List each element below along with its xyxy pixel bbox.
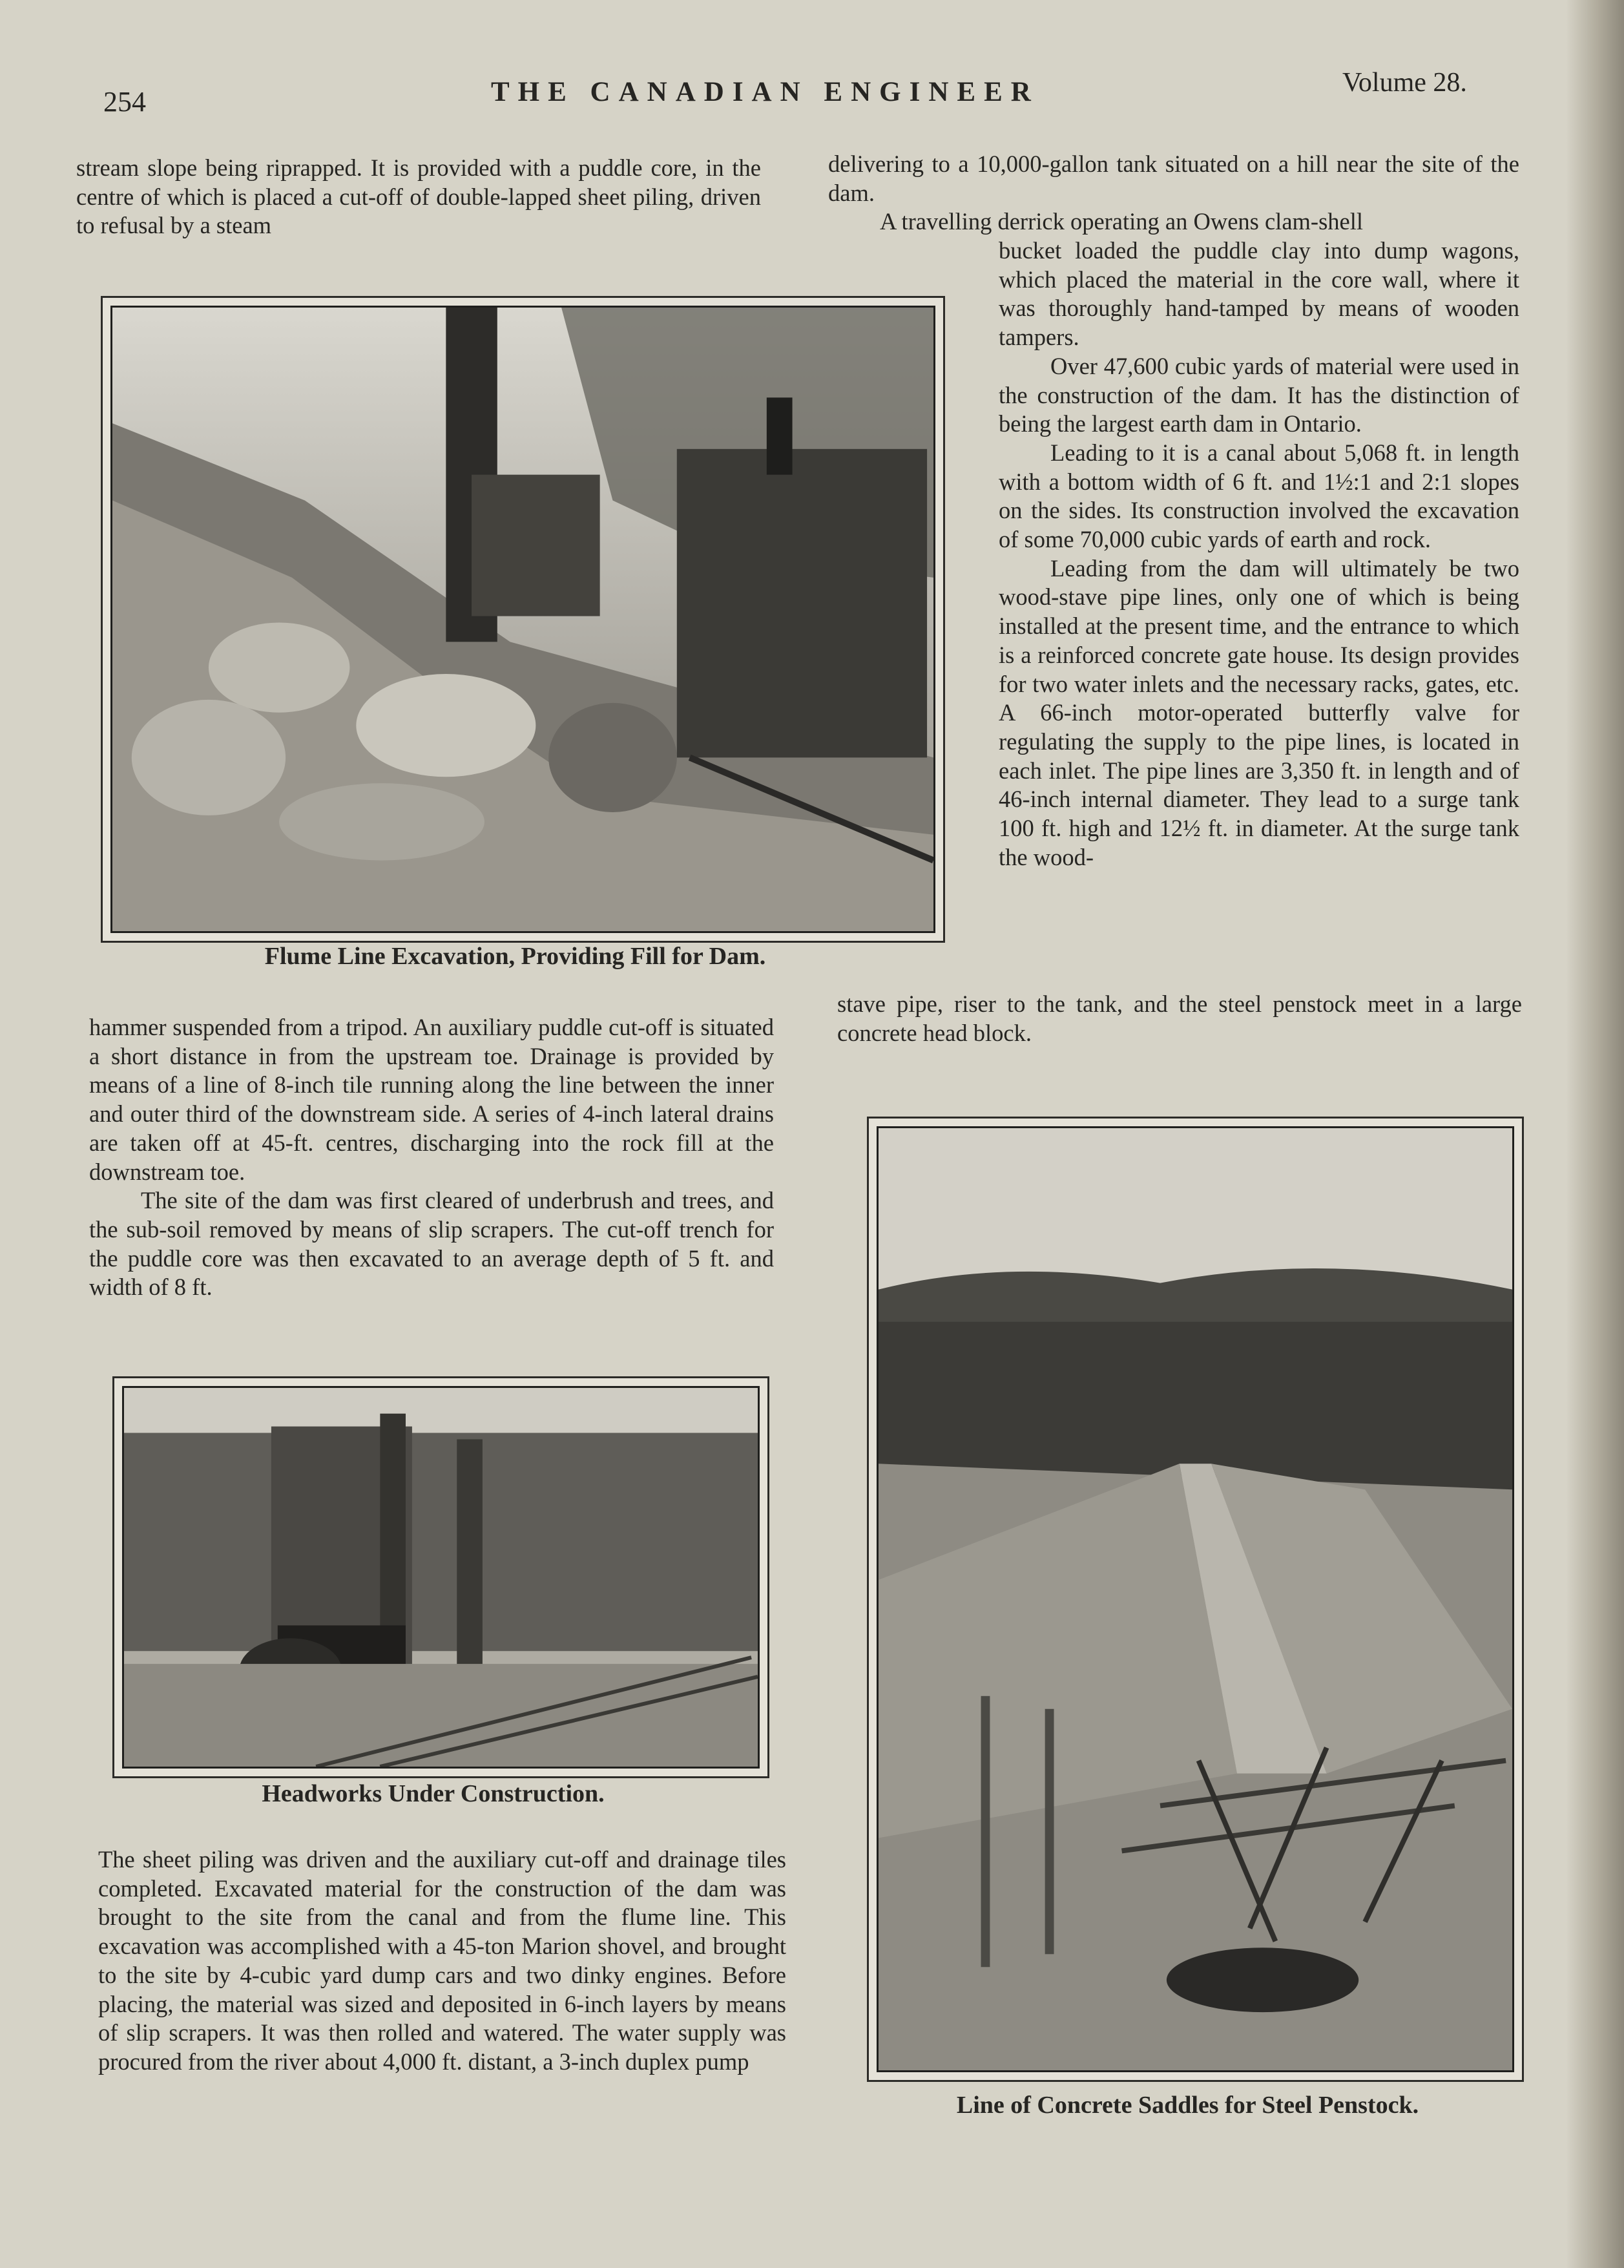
left-column-middle-text (89, 1013, 774, 1302)
paragraph: Leading from the dam will ultimately be two wood-stave pipe lines, only one of which is being installed at the present time, and the entrance to which is a reinforced concrete gate house. Its design provides for two water inlets and the necessary racks, gates, etc. A 66-inch motor-operated butterfly valve for regulating the supply to the pipe lines, is located in each inlet. The pipe lines are 3,350 ft. in length and of 46-inch internal diameter. They lead to a surge tank 100 ft. high and 12½ ft. in diameter. At the surge tank the wood- (999, 554, 1519, 870)
concrete-saddles-photo (877, 1126, 1514, 2072)
paragraph: stave pipe, riser to the tank, and the steel penstock meet in a large concrete head block. (837, 991, 1522, 1046)
page-number: 254 (103, 86, 146, 118)
left-column-top-text (76, 154, 761, 240)
right-column-wide-text (837, 990, 1522, 1047)
flume-line-photo-drawing (112, 308, 933, 931)
paragraph: The sheet piling was driven and the auxiliary cut-off and drainage tiles completed. Excavated material for the construction of the dam was brought to the site from the canal and from the flume line. This excavation was accomplished with a 45-ton Marion shovel, and brought to the site by 4-cubic yard dump cars and two dinky engines. Before placing, the material was sized and deposited in 6-inch layers by means of slip scrapers. It was then rolled and watered. The water supply was procured from the river about 4,000 ft. distant, a 3-inch duplex pump (98, 1846, 786, 2075)
flume-line-figure (101, 296, 945, 943)
concrete-saddles-caption: Line of Concrete Saddles for Steel Penstock. (956, 2092, 1419, 2119)
paragraph: hammer suspended from a tripod. An auxiliary puddle cut-off is situated a short distance in from the upstream toe. Drainage is provided by means of a line of 8-inch tile running along the line between the inner and outer third of the downstream side. A series of 4-inch lateral drains are taken off at 45-ft. centres, discharging into the rock fill at the downstream toe. (89, 1014, 774, 1185)
headworks-caption: Headworks Under Construction. (262, 1780, 605, 1807)
paragraph: delivering to a 10,000-gallon tank situated on a hill near the site of the dam. (828, 151, 1519, 206)
headworks-figure (112, 1376, 769, 1778)
flume-line-caption: Flume Line Excavation, Providing Fill for Dam. (264, 943, 766, 970)
paragraph: bucket loaded the puddle clay into dump wagons, which placed the material in the core wall, where it was thoroughly hand-tamped by means of wooden tampers. (999, 237, 1519, 351)
concrete-saddles-figure (867, 1117, 1524, 2082)
paragraph: Over 47,600 cubic yards of material were used in the construction of the dam. It has the distinction of being the largest earth dam in Ontario. (999, 352, 1519, 437)
journal-title: THE CANADIAN ENGINEER (491, 77, 1039, 107)
page-gutter-shadow (1566, 0, 1624, 2268)
flume-line-photo (110, 306, 935, 933)
headworks-photo (122, 1386, 760, 1769)
volume-label: Volume 28. (1342, 68, 1467, 98)
paragraph: Leading to it is a canal about 5,068 ft. in length with a bottom width of 6 ft. and 1½:1 and 2:1 slopes on the sides. Its construction involved the excavation of some 70,000 cubic yards of earth and rock. (999, 439, 1519, 553)
concrete-saddles-photo-drawing (879, 1128, 1512, 2070)
paragraph-lead: A travelling derrick operating an Owens clam-shell (880, 208, 1364, 235)
paragraph: The site of the dam was first cleared of underbrush and trees, and the sub-soil removed by means of slip scrapers. The cut-off trench for the puddle core was then excavated to an average depth of 5 ft. and width of 8 ft. (89, 1187, 774, 1301)
right-column-narrow-text (999, 236, 1519, 872)
headworks-photo-drawing (124, 1388, 758, 1767)
paragraph: stream slope being riprapped. It is provided with a puddle core, in the centre of which is placed a cut-off of double-lapped sheet piling, driven to refusal by a steam (76, 154, 761, 239)
left-column-bottom-text (98, 1845, 786, 2077)
right-column-top-text (828, 150, 1519, 236)
